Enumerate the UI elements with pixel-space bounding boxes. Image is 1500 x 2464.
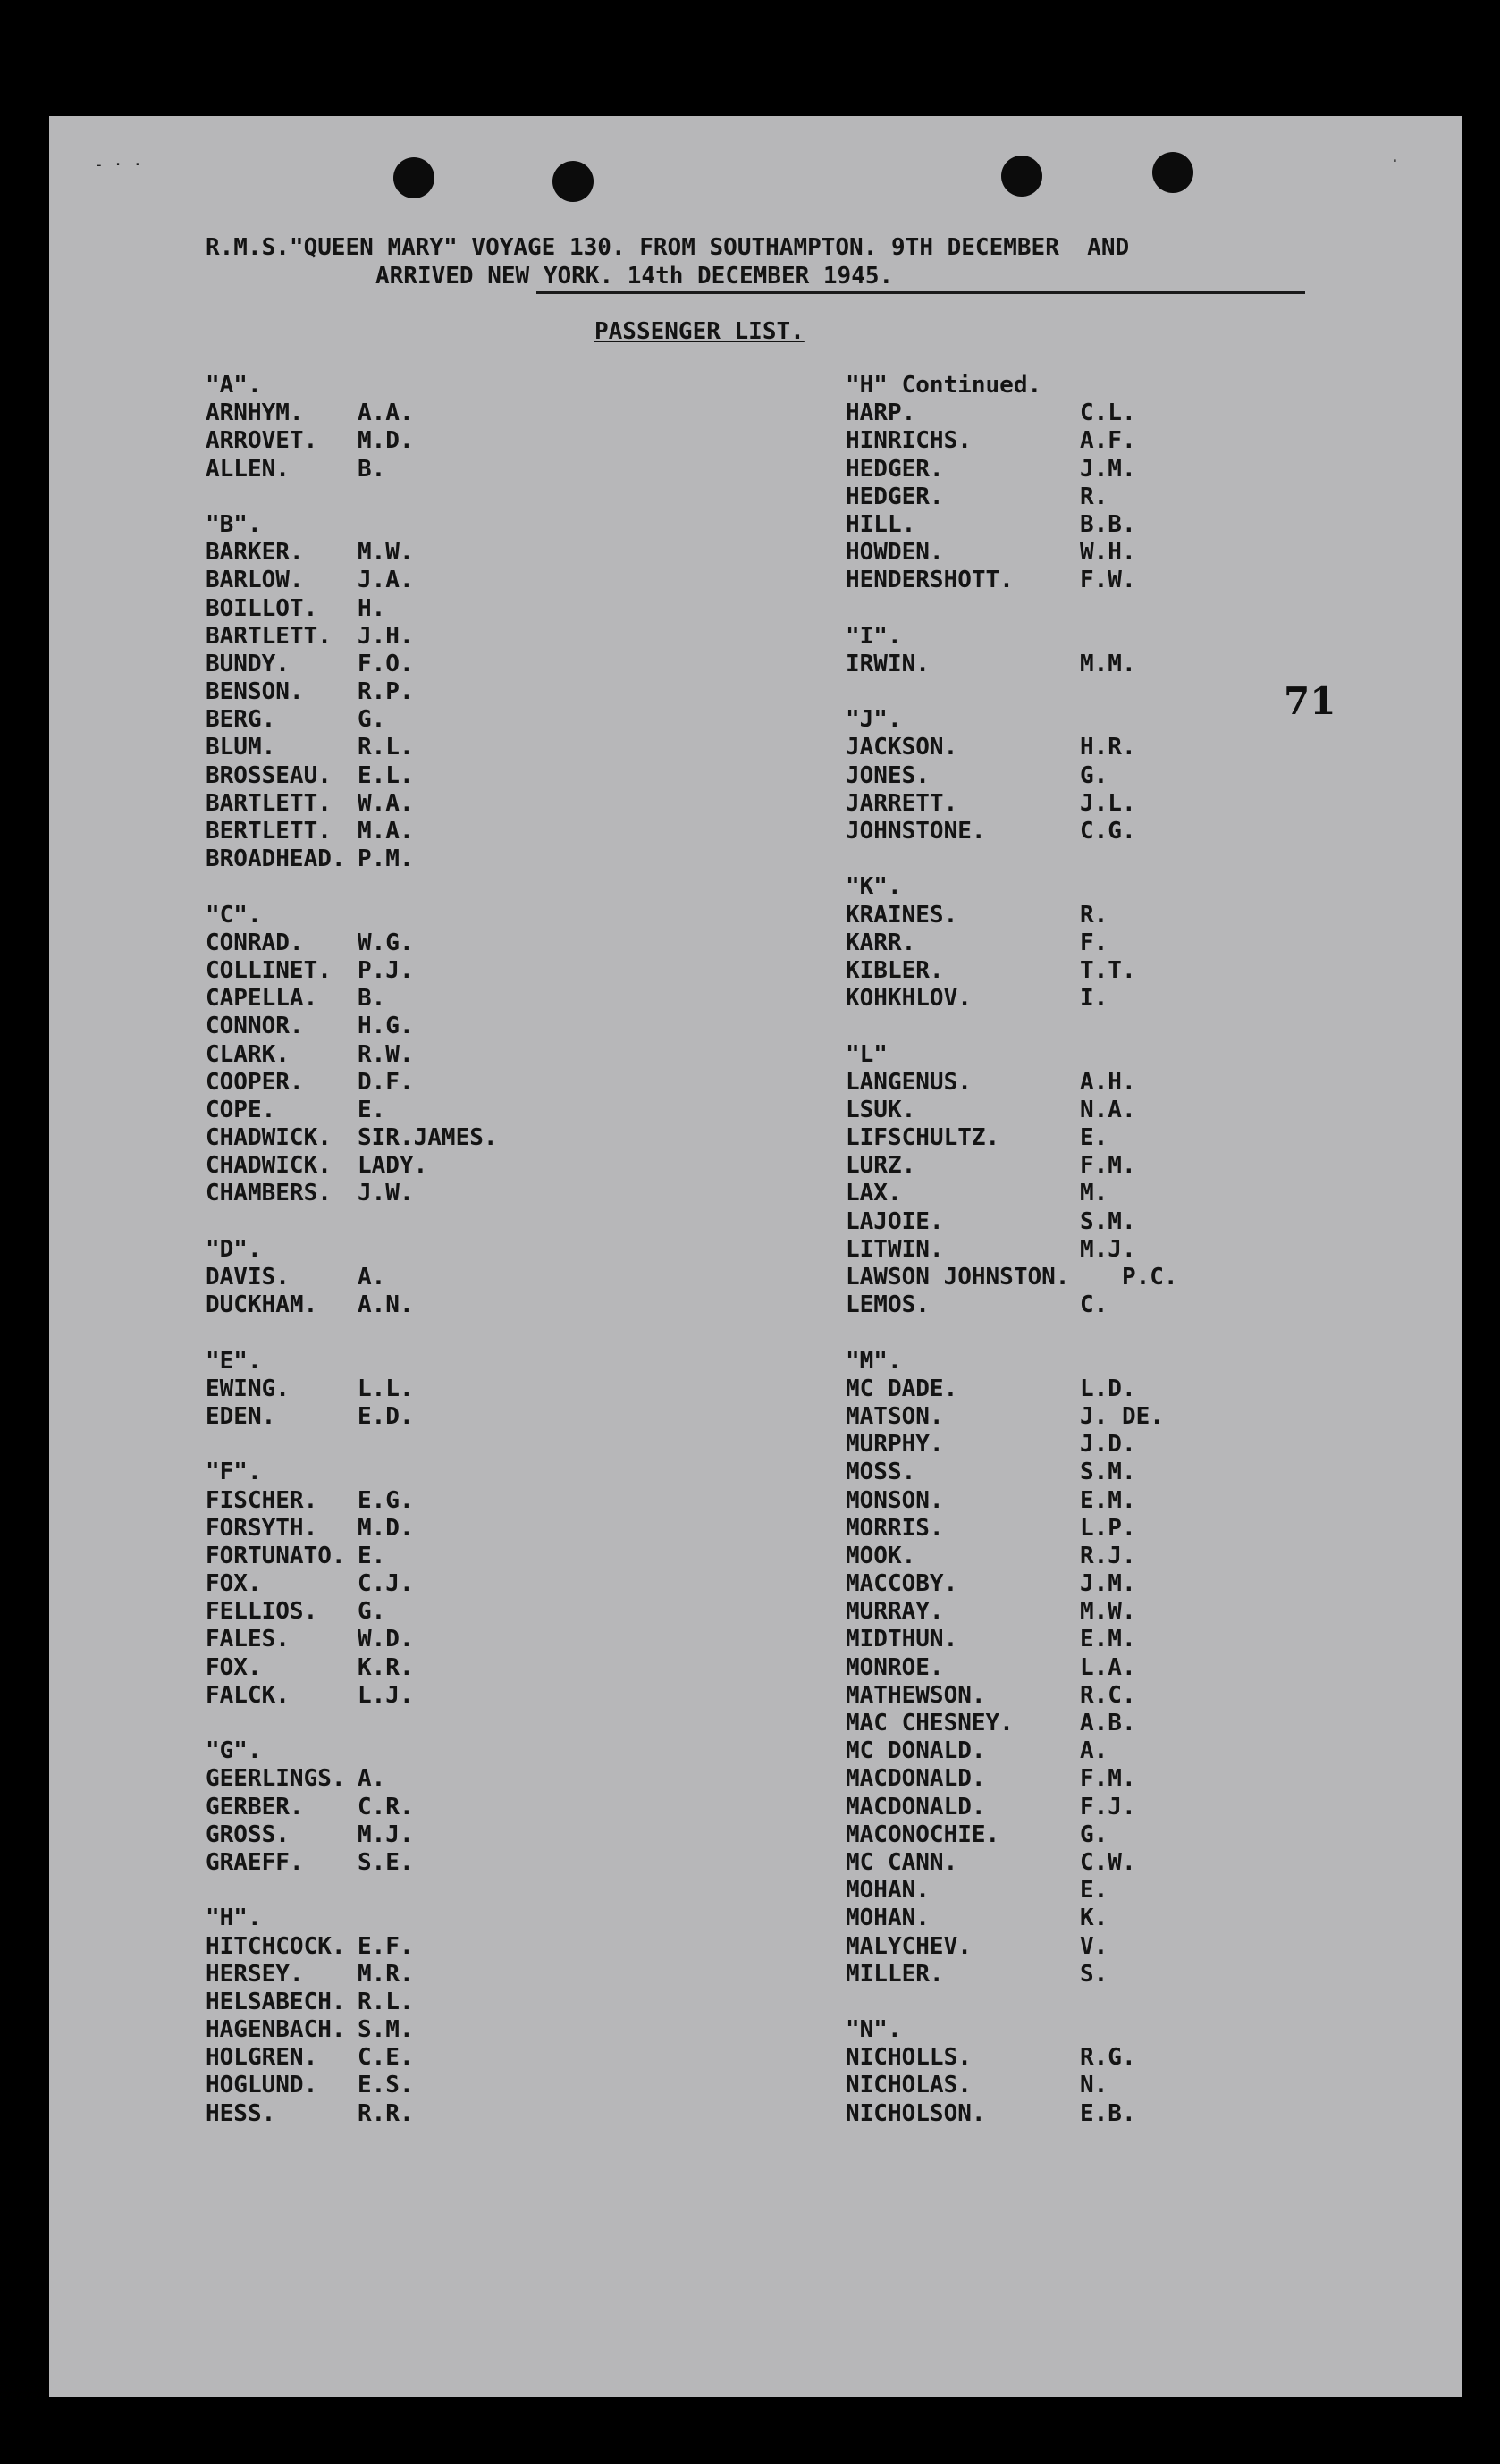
passenger-surname: "A". bbox=[206, 372, 262, 399]
passenger-initials: A.A. bbox=[358, 399, 414, 427]
passenger-surname: HILL. bbox=[846, 510, 916, 538]
passenger-initials: J.W. bbox=[358, 1180, 414, 1207]
passenger-initials: H. bbox=[358, 594, 386, 622]
passenger-initials: E.M. bbox=[1080, 1626, 1136, 1653]
passenger-surname: BENSON. bbox=[206, 678, 304, 706]
passenger-initials: A.B. bbox=[1080, 1710, 1136, 1737]
passenger-initials: I. bbox=[1080, 985, 1108, 1013]
passenger-surname: CHADWICK. bbox=[206, 1124, 332, 1152]
passenger-initials: M.R. bbox=[358, 1960, 414, 1988]
passenger-surname: "B". bbox=[206, 510, 262, 538]
passenger-surname: DUCKHAM. bbox=[206, 1291, 318, 1319]
passenger-surname: MONSON. bbox=[846, 1486, 944, 1514]
passenger-surname: ALLEN. bbox=[206, 455, 290, 483]
passenger-initials: K.R. bbox=[358, 1653, 414, 1681]
passenger-surname: ARNHYM. bbox=[206, 399, 304, 427]
passenger-surname: LSUK. bbox=[846, 1096, 916, 1123]
punch-hole bbox=[393, 157, 434, 198]
passenger-surname: ARROVET. bbox=[206, 427, 318, 455]
passenger-initials: P.J. bbox=[358, 956, 414, 984]
passenger-surname: "G". bbox=[206, 1737, 262, 1765]
passenger-initials: G. bbox=[1080, 761, 1108, 789]
passenger-surname: MONROE. bbox=[846, 1653, 944, 1681]
passenger-surname: COOPER. bbox=[206, 1068, 304, 1096]
passenger-initials: S.M. bbox=[358, 2016, 414, 2044]
header-line-1: R.M.S."QUEEN MARY" VOYAGE 130. FROM SOUTHAMPTON. 9TH DECEMBER AND bbox=[206, 234, 1130, 261]
passenger-surname: HOLGREN. bbox=[206, 2044, 318, 2072]
scan-mark: - · · bbox=[94, 156, 143, 174]
passenger-initials: J.M. bbox=[1080, 455, 1136, 483]
passenger-surname: HENDERSHOTT. bbox=[846, 567, 1014, 594]
passenger-initials: M. bbox=[1080, 1180, 1108, 1207]
passenger-surname: GERBER. bbox=[206, 1793, 304, 1821]
passenger-surname: FALES. bbox=[206, 1626, 290, 1653]
passenger-surname: BARTLETT. bbox=[206, 622, 332, 650]
passenger-initials: A.H. bbox=[1080, 1068, 1136, 1096]
passenger-initials: LADY. bbox=[358, 1152, 428, 1180]
passenger-initials: E.S. bbox=[358, 2072, 414, 2099]
passenger-surname: GROSS. bbox=[206, 1821, 290, 1848]
passenger-initials: SIR.JAMES. bbox=[358, 1124, 498, 1152]
passenger-surname: FORSYTH. bbox=[206, 1514, 318, 1542]
passenger-initials: C.R. bbox=[358, 1793, 414, 1821]
passenger-initials: S.M. bbox=[1080, 1459, 1136, 1486]
passenger-surname: MOHAN. bbox=[846, 1905, 930, 1932]
passenger-initials: M.D. bbox=[358, 427, 414, 455]
passenger-surname: MC DADE. bbox=[846, 1375, 958, 1402]
passenger-initials: H.R. bbox=[1080, 734, 1136, 761]
passenger-initials: T.T. bbox=[1080, 956, 1136, 984]
passenger-surname: EDEN. bbox=[206, 1402, 276, 1430]
passenger-initials: R.C. bbox=[1080, 1681, 1136, 1709]
passenger-surname: MURRAY. bbox=[846, 1598, 944, 1626]
passenger-surname: LEMOS. bbox=[846, 1291, 930, 1319]
passenger-surname: CAPELLA. bbox=[206, 985, 318, 1013]
passenger-surname: HOWDEN. bbox=[846, 539, 944, 567]
passenger-initials: N.A. bbox=[1080, 1096, 1136, 1123]
passenger-initials: K. bbox=[1080, 1905, 1108, 1932]
passenger-surname: MATSON. bbox=[846, 1402, 944, 1430]
passenger-surname: "D". bbox=[206, 1235, 262, 1263]
passenger-initials: R.W. bbox=[358, 1040, 414, 1068]
passenger-surname: MACDONALD. bbox=[846, 1765, 986, 1793]
passenger-initials: J.D. bbox=[1080, 1431, 1136, 1459]
passenger-surname: MACDONALD. bbox=[846, 1793, 986, 1821]
passenger-surname: "H". bbox=[206, 1905, 262, 1932]
passenger-surname: MC DONALD. bbox=[846, 1737, 986, 1765]
passenger-initials: F.M. bbox=[1080, 1765, 1136, 1793]
passenger-initials: P.C. bbox=[1080, 1264, 1178, 1291]
passenger-initials: L.A. bbox=[1080, 1653, 1136, 1681]
header-rule bbox=[536, 291, 1305, 294]
passenger-initials: R.G. bbox=[1080, 2044, 1136, 2072]
passenger-surname: FOX. bbox=[206, 1570, 262, 1598]
passenger-initials: G. bbox=[358, 1598, 386, 1626]
passenger-surname: JACKSON. bbox=[846, 734, 958, 761]
passenger-surname: LAJOIE. bbox=[846, 1207, 944, 1235]
passenger-initials: E. bbox=[358, 1542, 386, 1569]
passenger-surname: CHADWICK. bbox=[206, 1152, 332, 1180]
passenger-initials: M.J. bbox=[1080, 1235, 1136, 1263]
passenger-initials: F.J. bbox=[1080, 1793, 1136, 1821]
passenger-initials: M.D. bbox=[358, 1514, 414, 1542]
passenger-initials: A.N. bbox=[358, 1291, 414, 1319]
passenger-initials: B.B. bbox=[1080, 510, 1136, 538]
passenger-surname: BARKER. bbox=[206, 539, 304, 567]
passenger-surname: HELSABECH. bbox=[206, 1988, 346, 2015]
passenger-surname: MATHEWSON. bbox=[846, 1681, 986, 1709]
passenger-initials: C.E. bbox=[358, 2044, 414, 2072]
passenger-initials: A. bbox=[358, 1264, 386, 1291]
passenger-initials: J. DE. bbox=[1080, 1402, 1164, 1430]
passenger-initials: W.H. bbox=[1080, 539, 1136, 567]
passenger-surname: LIFSCHULTZ. bbox=[846, 1124, 1000, 1152]
passenger-initials: B. bbox=[358, 455, 386, 483]
passenger-surname: BERTLETT. bbox=[206, 818, 332, 845]
passenger-surname: KOHKHLOV. bbox=[846, 985, 972, 1013]
passenger-initials: M.J. bbox=[358, 1821, 414, 1848]
punch-hole bbox=[1152, 152, 1193, 193]
passenger-surname: "K". bbox=[846, 873, 902, 901]
passenger-initials: E.M. bbox=[1080, 1486, 1136, 1514]
passenger-surname: MOHAN. bbox=[846, 1877, 930, 1905]
passenger-surname: MURPHY. bbox=[846, 1431, 944, 1459]
passenger-initials: F. bbox=[1080, 929, 1108, 956]
passenger-initials: F.O. bbox=[358, 650, 414, 677]
passenger-surname: MOSS. bbox=[846, 1459, 916, 1486]
passenger-initials: E.L. bbox=[358, 761, 414, 789]
passenger-initials: L.L. bbox=[358, 1375, 414, 1402]
passenger-surname: BLUM. bbox=[206, 734, 276, 761]
passenger-initials: C.W. bbox=[1080, 1848, 1136, 1876]
passenger-initials: G. bbox=[1080, 1821, 1108, 1848]
passenger-initials: E. bbox=[1080, 1124, 1108, 1152]
passenger-surname: HESS. bbox=[206, 2099, 276, 2127]
passenger-initials: J.A. bbox=[358, 567, 414, 594]
passenger-surname: CONNOR. bbox=[206, 1013, 304, 1040]
passenger-surname: HOGLUND. bbox=[206, 2072, 318, 2099]
passenger-initials: W.D. bbox=[358, 1626, 414, 1653]
passenger-initials: E.B. bbox=[1080, 2099, 1136, 2127]
passenger-surname: FALCK. bbox=[206, 1681, 290, 1709]
passenger-initials: N. bbox=[1080, 2072, 1108, 2099]
passenger-initials: S. bbox=[1080, 1960, 1108, 1988]
passenger-initials: R.L. bbox=[358, 734, 414, 761]
passenger-surname: KARR. bbox=[846, 929, 916, 956]
passenger-initials: S.M. bbox=[1080, 1207, 1136, 1235]
passenger-surname: "L" bbox=[846, 1040, 888, 1068]
passenger-surname: CLARK. bbox=[206, 1040, 290, 1068]
passenger-initials: R. bbox=[1080, 483, 1108, 510]
passenger-surname: HITCHCOCK. bbox=[206, 1932, 346, 1960]
passenger-initials: D.F. bbox=[358, 1068, 414, 1096]
passenger-surname: GEERLINGS. bbox=[206, 1765, 346, 1793]
passenger-surname: BOILLOT. bbox=[206, 594, 318, 622]
passenger-surname: BARLOW. bbox=[206, 567, 304, 594]
passenger-initials: P.M. bbox=[358, 845, 414, 873]
passenger-surname: CONRAD. bbox=[206, 929, 304, 956]
passenger-surname: MAC CHESNEY. bbox=[846, 1710, 1014, 1737]
passenger-surname: "H" Continued. bbox=[846, 372, 1042, 399]
passenger-surname: FELLIOS. bbox=[206, 1598, 318, 1626]
passenger-initials: B. bbox=[358, 985, 386, 1013]
passenger-surname: MORRIS. bbox=[846, 1514, 944, 1542]
passenger-surname: CHAMBERS. bbox=[206, 1180, 332, 1207]
passenger-initials: S.E. bbox=[358, 1848, 414, 1876]
page-number: 71 bbox=[1284, 679, 1336, 723]
passenger-initials: R.J. bbox=[1080, 1542, 1136, 1569]
passenger-surname: LANGENUS. bbox=[846, 1068, 972, 1096]
passenger-initials: J.H. bbox=[358, 622, 414, 650]
passenger-surname: BROADHEAD. bbox=[206, 845, 346, 873]
passenger-surname: LURZ. bbox=[846, 1152, 916, 1180]
passenger-initials: J.M. bbox=[1080, 1570, 1136, 1598]
passenger-initials: M.M. bbox=[1080, 650, 1136, 677]
passenger-initials: F.M. bbox=[1080, 1152, 1136, 1180]
passenger-surname: HARP. bbox=[846, 399, 916, 427]
passenger-surname: "I". bbox=[846, 622, 902, 650]
passenger-surname: COLLINET. bbox=[206, 956, 332, 984]
passenger-surname: EWING. bbox=[206, 1375, 290, 1402]
passenger-surname: "N". bbox=[846, 2016, 902, 2044]
passenger-initials: L.P. bbox=[1080, 1514, 1136, 1542]
passenger-surname: BARTLETT. bbox=[206, 789, 332, 817]
passenger-initials: M.A. bbox=[358, 818, 414, 845]
passenger-surname: LAX. bbox=[846, 1180, 902, 1207]
passenger-initials: R.L. bbox=[358, 1988, 414, 2015]
passenger-initials: C. bbox=[1080, 1291, 1108, 1319]
passenger-initials: R.R. bbox=[358, 2099, 414, 2127]
passenger-initials: G. bbox=[358, 706, 386, 734]
passenger-surname: MACCOBY. bbox=[846, 1570, 958, 1598]
passenger-surname: IRWIN. bbox=[846, 650, 930, 677]
passenger-surname: "J". bbox=[846, 706, 902, 734]
passenger-surname: DAVIS. bbox=[206, 1264, 290, 1291]
passenger-surname: MOOK. bbox=[846, 1542, 916, 1569]
passenger-surname: HAGENBACH. bbox=[206, 2016, 346, 2044]
passenger-initials: J.L. bbox=[1080, 789, 1136, 817]
passenger-initials: E.F. bbox=[358, 1932, 414, 1960]
passenger-initials: M.W. bbox=[1080, 1598, 1136, 1626]
passenger-initials: H.G. bbox=[358, 1013, 414, 1040]
passenger-surname: KIBLER. bbox=[846, 956, 944, 984]
passenger-surname: MIDTHUN. bbox=[846, 1626, 958, 1653]
passenger-initials: E. bbox=[1080, 1877, 1108, 1905]
punch-hole bbox=[552, 161, 594, 202]
passenger-surname: BROSSEAU. bbox=[206, 761, 332, 789]
passenger-initials: M.W. bbox=[358, 539, 414, 567]
passenger-surname: MC CANN. bbox=[846, 1848, 958, 1876]
passenger-initials: R.P. bbox=[358, 678, 414, 706]
passenger-initials: E.G. bbox=[358, 1486, 414, 1514]
passenger-surname: MILLER. bbox=[846, 1960, 944, 1988]
passenger-surname: NICHOLLS. bbox=[846, 2044, 972, 2072]
scan-mark: · bbox=[1390, 152, 1400, 171]
passenger-surname: MALYCHEV. bbox=[846, 1932, 972, 1960]
passenger-surname: "M". bbox=[846, 1347, 902, 1375]
passenger-surname: LAWSON JOHNSTON. bbox=[846, 1264, 1070, 1291]
passenger-surname: JOHNSTONE. bbox=[846, 818, 986, 845]
passenger-initials: L.D. bbox=[1080, 1375, 1136, 1402]
passenger-surname: FISCHER. bbox=[206, 1486, 318, 1514]
passenger-initials: A.F. bbox=[1080, 427, 1136, 455]
passenger-initials: E.D. bbox=[358, 1402, 414, 1430]
passenger-initials: E. bbox=[358, 1096, 386, 1123]
passenger-initials: C.J. bbox=[358, 1570, 414, 1598]
passenger-initials: C.G. bbox=[1080, 818, 1136, 845]
passenger-surname: HEDGER. bbox=[846, 483, 944, 510]
passenger-surname: NICHOLAS. bbox=[846, 2072, 972, 2099]
passenger-surname: NICHOLSON. bbox=[846, 2099, 986, 2127]
passenger-surname: HERSEY. bbox=[206, 1960, 304, 1988]
passenger-initials: V. bbox=[1080, 1932, 1108, 1960]
passenger-surname: "E". bbox=[206, 1347, 262, 1375]
passenger-initials: W.A. bbox=[358, 789, 414, 817]
passenger-surname: KRAINES. bbox=[846, 901, 958, 929]
passenger-initials: L.J. bbox=[358, 1681, 414, 1709]
passenger-surname: "F". bbox=[206, 1459, 262, 1486]
page-title: PASSENGER LIST. bbox=[594, 318, 805, 345]
passenger-surname: COPE. bbox=[206, 1096, 276, 1123]
passenger-surname: HINRICHS. bbox=[846, 427, 972, 455]
passenger-surname: LITWIN. bbox=[846, 1235, 944, 1263]
passenger-initials: R. bbox=[1080, 901, 1108, 929]
passenger-surname: JARRETT. bbox=[846, 789, 958, 817]
passenger-surname: HEDGER. bbox=[846, 455, 944, 483]
passenger-surname: "C". bbox=[206, 901, 262, 929]
passenger-initials: W.G. bbox=[358, 929, 414, 956]
passenger-surname: FOX. bbox=[206, 1653, 262, 1681]
passenger-surname: BUNDY. bbox=[206, 650, 290, 677]
punch-hole bbox=[1001, 156, 1042, 197]
passenger-initials: F.W. bbox=[1080, 567, 1136, 594]
passenger-initials: A. bbox=[358, 1765, 386, 1793]
passenger-surname: BERG. bbox=[206, 706, 276, 734]
passenger-surname: MACONOCHIE. bbox=[846, 1821, 1000, 1848]
passenger-surname: FORTUNATO. bbox=[206, 1542, 346, 1569]
passenger-initials: A. bbox=[1080, 1737, 1108, 1765]
passenger-initials: C.L. bbox=[1080, 399, 1136, 427]
passenger-surname: GRAEFF. bbox=[206, 1848, 304, 1876]
header-line-2: ARRIVED NEW YORK. 14th DECEMBER 1945. bbox=[375, 263, 894, 290]
passenger-surname: JONES. bbox=[846, 761, 930, 789]
